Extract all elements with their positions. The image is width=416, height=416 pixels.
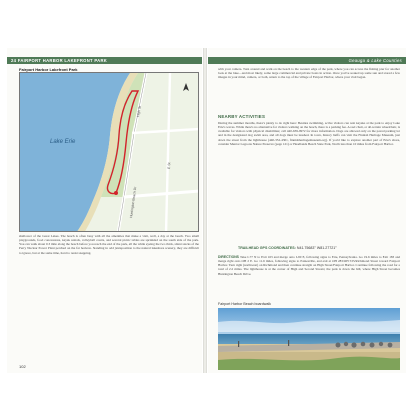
map-graphic [20,73,199,232]
lake-label: Lake Erie [50,139,76,145]
road-label-1: High St [136,105,142,118]
north-arrow-icon [183,83,189,91]
directions-block [218,255,400,276]
nearby-text: During the summer months, there's plenty to do right here: Besides swimming, active visitors can rent kayaks at the park to enjoy Lake Erie's waves. While there's no alternative for visitors walking on the beach, there is a parking fee. A reel chair, or all-terrain wheelchair, is available for visitors with physical disabilities; call 440-639-9972 for more information. Dogs are allowed only on the paved parking lot and in the designated dog swim area, and all dogs must be leashed. In town, history buffs can visit the Finnish Heritage Museum, just down the street from the lighthouse (440-352-4301, finnishheritagemuseum.org). If you'd like to explore another part of Erie's shore, consider Mentor Lagoons Nature Preserve (page 121) or Headlands Beach State Park, North less than 10 miles from Fairport Harbor. [218,121,400,146]
trailhead-marker [114,191,118,195]
gps-value: N41.75683° W81.27721° [296,246,337,250]
directions-label: DIRECTIONS [218,255,239,259]
photo-caption: Fairport Harbor Beach boardwalk [218,302,271,306]
trail-map [19,72,199,232]
nearby-heading: NEARBY ACTIVITIES [218,114,266,119]
road-east [166,73,170,232]
map-title: Fairport Harbor Lakefront Park [19,67,78,72]
post-2 [288,340,289,346]
left-page [7,48,202,373]
right-page [208,48,406,373]
book-gutter [203,48,207,373]
road-label-3: Huntington Beach Dr [129,186,138,219]
road-upper [132,129,199,133]
beach-photo-graphic [218,308,400,370]
right-intro-text: with your camera. Turn around and walk on the beach to the western edge of the park, where you can access the fishing pier for another look at the lake—and most likely, some large commercial and private boats in action. Once you've soaked up some sun and stored a few images in your mind, camera, or both, return to the top of the village of Fairport Harbor, where your visit began. [218,67,400,80]
clouds [218,320,400,332]
post-1 [238,341,239,347]
road-label-2: E St [167,162,172,170]
left-body-text: shallower of the Great Lakes. The beach is often busy with all the amenities that make a visit, well, a day at the beach. Two small playgrounds, food concessions, kayak rentals, volleyball courts, and several picnic tables are sprinkled on the south side of the park. You can walk about 0.3 mile along the beach before you reach the end of the park, all the while eyeing the two thick, silent stacks of the Perry Nuclear Power Plant perched on the far horizon. Standing in odd juxtaposition to the natural lakeshore scenery, they are difficult to ignore, but at the same time, hard to resist snapping. [19,234,199,255]
running-head-left: 24 FAIRPORT HARBOR LAKEFRONT PARK [11,58,108,63]
running-head-right: Geauga & Lake Counties [348,58,402,63]
directions-text: Take I-77 N to Exit 163 and merge onto I-90 E, following signs to Erie, Pennsylvania. Go 19.6 miles to Exit 183 and merge right onto OH 2 E. Go 11.6 miles, following signs to Painesville, and exit at OH 283/OH 535/Richmond Street toward Fairport Harbor. Turn right (northwest) on Richmond and then continue straight on High Street/Fairport Harbor. Continue following the road for a total of 2.2 miles. The lighthouse is at the corner of High and Second Streets; the park is down the hill, where High Street becomes Huntington Beach Drive. [218,255,401,276]
page-number: 102 [19,364,26,369]
gps-coordinates [238,246,337,250]
gps-label: TRAILHEAD GPS COORDINATES: [238,246,296,250]
beach-photo [218,308,400,370]
